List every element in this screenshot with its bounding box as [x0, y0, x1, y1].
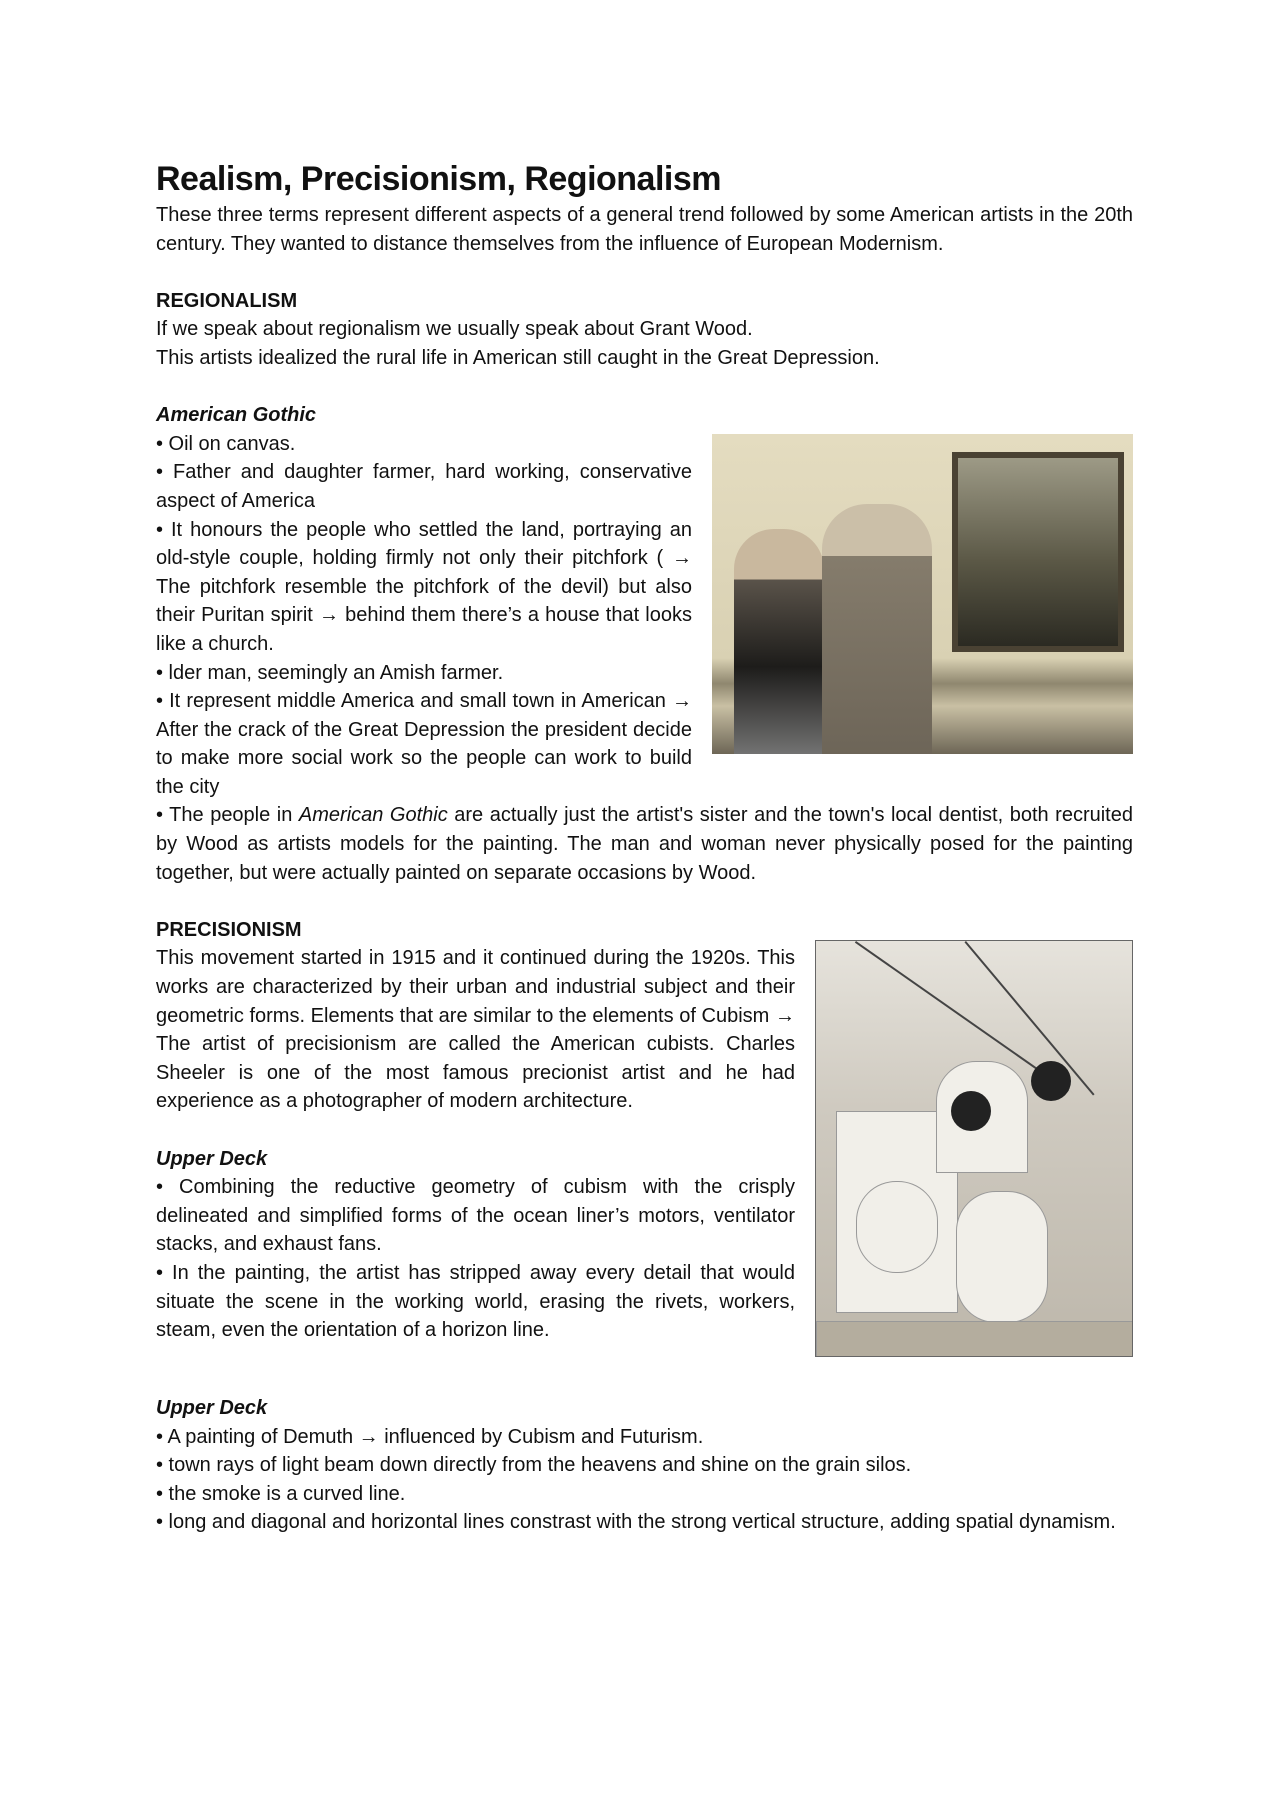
upper-deck-title-2: Upper Deck	[156, 1397, 268, 1420]
bullet: • town rays of light beam down directly from the heavens and shine on the grain silos.	[156, 1454, 912, 1477]
motor	[856, 1181, 938, 1273]
ventilator-opening	[1031, 1061, 1071, 1101]
upper-deck-painting	[815, 940, 1133, 1357]
bullet: • It represent middle America and small town in American → After the crack of the Great Depression the president decide to make more social work so the people can work to build the city	[156, 690, 692, 798]
bullet: • lder man, seemingly an Amish farmer.	[156, 661, 504, 684]
painting-frame	[952, 452, 1124, 652]
bullet-italic-title: American Gothic	[298, 804, 448, 827]
upper-deck-title: Upper Deck	[156, 1147, 268, 1170]
bullet: • Combining the reductive geometry of cubism with the crisply delineated and simplified forms of the ocean liner’s motors, ventilator stacks, and exhaust fans.	[156, 1176, 795, 1256]
bullet: • In the painting, the artist has stripped away every detail that would situate the scene in the working world, erasing the rivets, workers, steam, even the orientation of a horizon line.	[156, 1261, 795, 1342]
precisionism-heading: PRECISIONISM	[156, 918, 302, 941]
bullet: • the smoke is a curved line.	[156, 1482, 406, 1505]
man-figure	[822, 504, 932, 754]
bullet: • Oil on canvas.	[156, 432, 296, 455]
bullet: • long and diagonal and horizontal lines constrast with the strong vertical structure, adding spatial dynamism.	[156, 1511, 1116, 1534]
regionalism-line: This artists idealized the rural life in American still caught in the Great Depression.	[156, 346, 880, 369]
american-gothic-title: American Gothic	[156, 404, 317, 427]
bullet	[156, 801, 1133, 887]
american-gothic-photo	[712, 434, 1133, 754]
deck	[816, 1321, 1133, 1357]
precisionism-paragraph: This movement started in 1915 and it continued during the 1920s. This works are characterized by their urban and industrial subject and their geometric forms. Elements that are similar to the elements of Cubism → The artist of precisionism are called the American cubists. Charles Sheeler is one of the most famous precionist artist and he had experience as a photographer of modern architecture.	[156, 947, 795, 1113]
page-title: Realism, Precisionism, Regionalism	[156, 160, 722, 198]
motor	[956, 1191, 1048, 1323]
woman-figure	[734, 529, 824, 754]
regionalism-line: If we speak about regionalism we usually speak about Grant Wood.	[156, 318, 753, 341]
bullet: • It honours the people who settled the land, portraying an old-style couple, holding firmly not only their pitchfork ( → The pitchfork resemble the pitchfork of the devil) but also their Puritan spirit → behind them there’s a house that looks like a church.	[156, 518, 692, 655]
intro-paragraph: These three terms represent different aspects of a general trend followed by some American artists in the 20th century. They wanted to distance themselves from the influence of European Modernism.	[156, 204, 1133, 255]
bullet: • A painting of Demuth → influenced by Cubism and Futurism.	[156, 1425, 704, 1448]
regionalism-heading: REGIONALISM	[156, 289, 298, 312]
bullet-text: • The people in	[156, 804, 299, 827]
bullet: • Father and daughter farmer, hard working, conservative aspect of America	[156, 461, 692, 512]
document-page	[156, 157, 1133, 1537]
bullet-text: are actually just the artist's sister and the town's local dentist, both recruited by Wood as artists models for the painting. The man and woman never physically posed for the painting together, but were actually painted on separate occasions by Wood.	[156, 804, 1133, 884]
